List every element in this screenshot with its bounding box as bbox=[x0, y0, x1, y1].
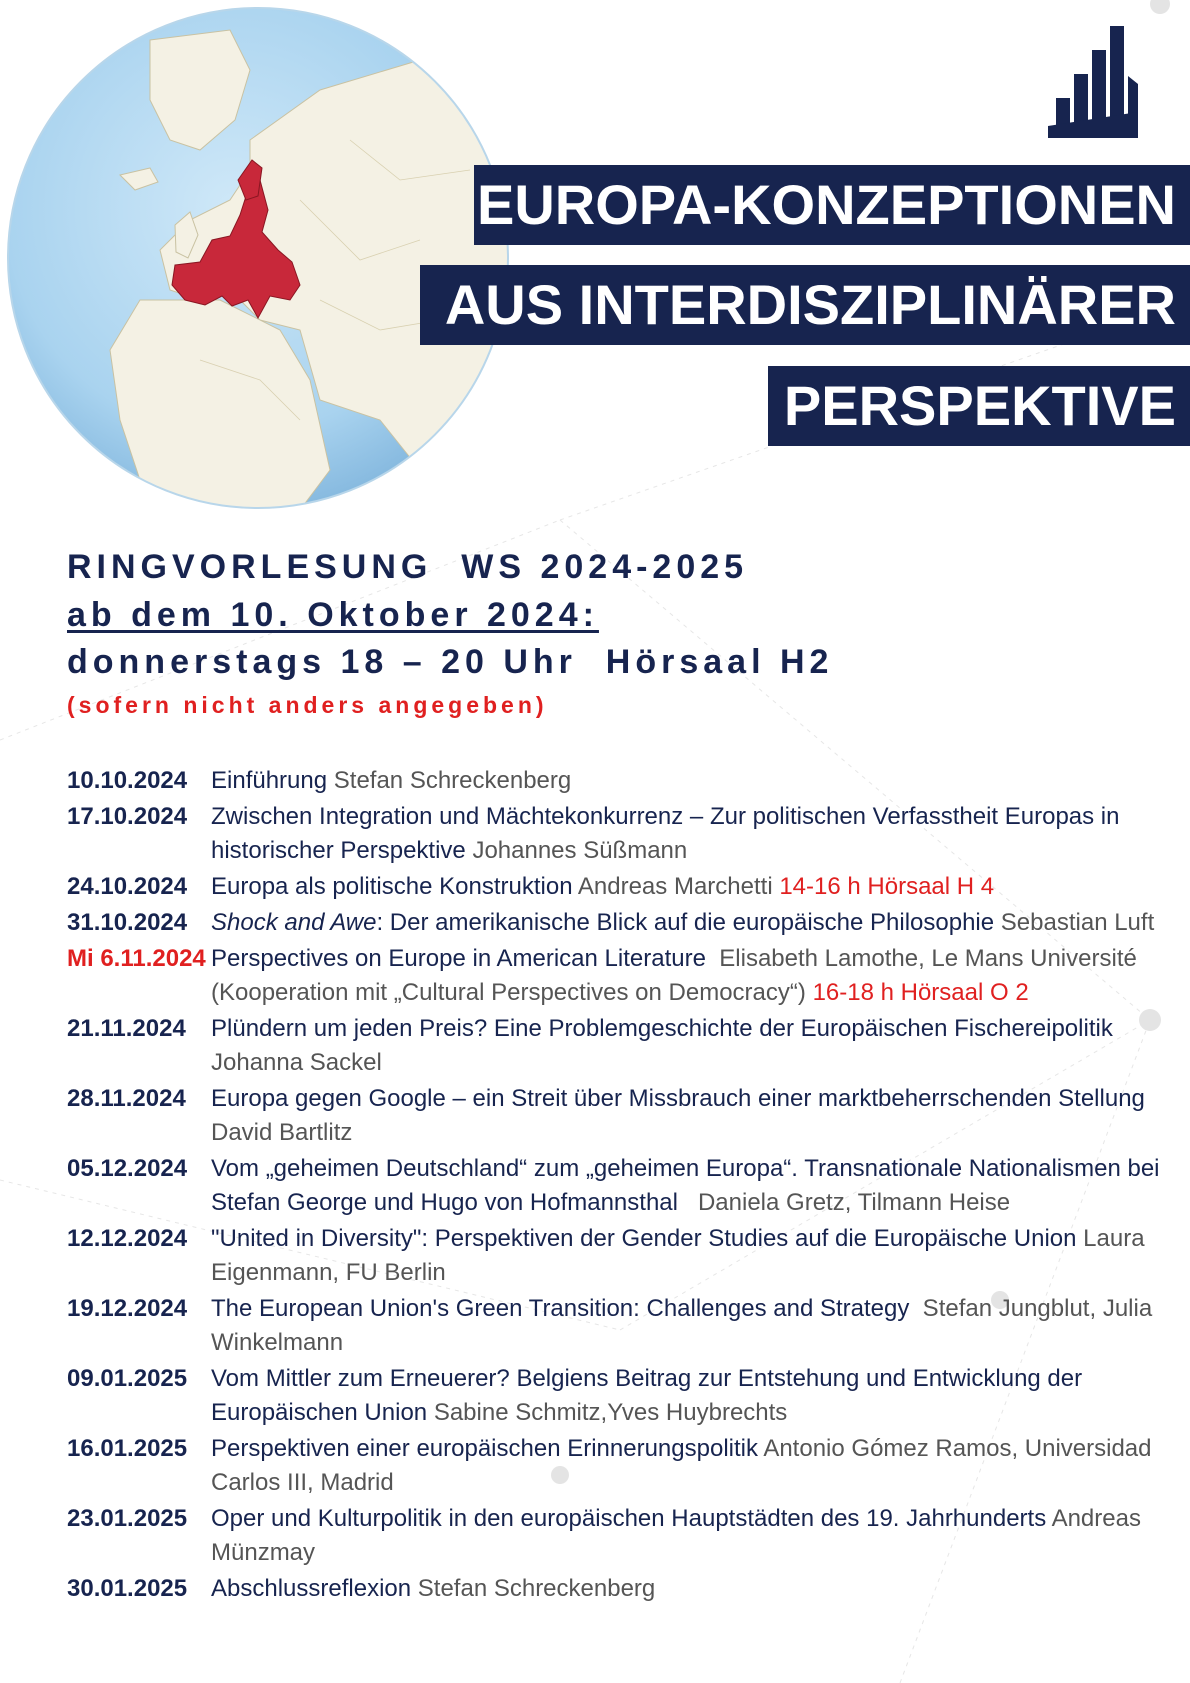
schedule-date: 09.01.2025 bbox=[67, 1365, 188, 1392]
schedule-row bbox=[67, 764, 1177, 798]
title-line-1: EUROPA-KONZEPTIONEN bbox=[477, 173, 1176, 236]
schedule-date: Mi 6.11.2024 bbox=[67, 945, 206, 972]
schedule-row bbox=[67, 1292, 1177, 1360]
schedule-entry bbox=[211, 764, 1177, 798]
schedule-speaker: Daniela Gretz, Tilmann Heise bbox=[684, 1189, 1011, 1216]
schedule-row bbox=[67, 1572, 1177, 1606]
schedule-title: Vom „geheimen Deutschland“ zum „geheimen Europa“. Transnationale Nationalismen bei Stefan George und Hugo von Hofmannsthal bbox=[211, 1155, 1160, 1216]
title-bar-3 bbox=[768, 366, 1190, 446]
schedule-date: 19.12.2024 bbox=[67, 1295, 188, 1322]
schedule-title: Plündern um jeden Preis? Eine Problemgeschichte der Europäischen Fischereipolitik bbox=[211, 1015, 1113, 1042]
schedule-row bbox=[67, 1432, 1177, 1500]
schedule-date: 24.10.2024 bbox=[67, 873, 188, 900]
title-line-3: PERSPEKTIVE bbox=[783, 374, 1176, 437]
schedule-date: 05.12.2024 bbox=[67, 1155, 188, 1182]
schedule-title: "United in Diversity": Perspektiven der Gender Studies auf die Europäische Union bbox=[211, 1225, 1077, 1252]
schedule-room: 16-18 h Hörsaal O 2 bbox=[812, 979, 1029, 1006]
schedule-speaker: Antonio Gómez Ramos, Universidad Carlos III, Madrid bbox=[211, 1435, 1159, 1496]
schedule-entry bbox=[211, 1152, 1177, 1220]
schedule-entry bbox=[211, 1082, 1177, 1150]
schedule-title: Europa als politische Konstruktion bbox=[211, 873, 573, 900]
schedule-date: 28.11.2024 bbox=[67, 1085, 186, 1112]
schedule-title: Europa gegen Google – ein Streit über Missbrauch einer marktbeherrschenden Stellung bbox=[211, 1085, 1145, 1112]
lecture-series-heading: RINGVORLESUNG WS 2024-2025 bbox=[67, 548, 749, 586]
time-location-line: donnerstags 18 – 20 Uhr Hörsaal H2 bbox=[67, 643, 834, 681]
schedule-date: 30.01.2025 bbox=[67, 1575, 188, 1602]
schedule-entry bbox=[211, 870, 1177, 904]
schedule-entry bbox=[211, 1572, 1177, 1606]
schedule-speaker: Andreas Marchetti bbox=[577, 873, 773, 900]
schedule-date: 21.11.2024 bbox=[67, 1015, 186, 1042]
schedule-title: : Der amerikanische Blick auf die europäische Philosophie bbox=[376, 909, 995, 936]
schedule-row bbox=[67, 1222, 1177, 1290]
schedule-title: Perspectives on Europe in American Literature bbox=[211, 945, 706, 972]
schedule-row bbox=[67, 1082, 1177, 1150]
schedule-row bbox=[67, 800, 1177, 868]
university-logo-icon bbox=[1048, 26, 1138, 138]
schedule-title: Abschlussreflexion bbox=[211, 1575, 412, 1602]
schedule-date: 31.10.2024 bbox=[67, 909, 188, 936]
schedule-date: 23.01.2025 bbox=[67, 1505, 188, 1532]
title-bar-1 bbox=[474, 165, 1190, 245]
schedule-list bbox=[67, 764, 1177, 1608]
schedule-row bbox=[67, 906, 1177, 940]
schedule-speaker: Andreas Münzmay bbox=[211, 1505, 1148, 1566]
schedule-speaker: Johanna Sackel bbox=[211, 1049, 382, 1076]
schedule-speaker: Laura Eigenmann, FU Berlin bbox=[211, 1225, 1152, 1286]
schedule-title: Oper und Kulturpolitik in den europäischen Hauptstädten des 19. Jahrhunderts bbox=[211, 1505, 1047, 1532]
schedule-entry bbox=[211, 1432, 1177, 1500]
schedule-row bbox=[67, 1012, 1177, 1080]
schedule-date: 12.12.2024 bbox=[67, 1225, 188, 1252]
title-bar-2 bbox=[420, 265, 1190, 345]
schedule-row bbox=[67, 1502, 1177, 1570]
title-line-2: AUS INTERDISZIPLINÄRER bbox=[444, 273, 1176, 336]
schedule-date: 10.10.2024 bbox=[67, 767, 188, 794]
globe-map-icon bbox=[0, 0, 510, 510]
schedule-entry bbox=[211, 1222, 1177, 1290]
schedule-entry bbox=[211, 1292, 1177, 1360]
schedule-date: 16.01.2025 bbox=[67, 1435, 188, 1462]
schedule-entry bbox=[211, 800, 1177, 868]
schedule-speaker: Sebastian Luft bbox=[1000, 909, 1155, 936]
schedule-title: Zwischen Integration und Mächtekonkurrenz – Zur politischen Verfasstheit Europas in historischer Perspektive bbox=[211, 803, 1120, 864]
schedule-title: Vom Mittler zum Erneuerer? Belgiens Beitrag zur Entstehung und Entwicklung der Europäischen Union bbox=[211, 1365, 1083, 1426]
schedule-speaker: David Bartlitz bbox=[211, 1119, 353, 1146]
schedule-entry bbox=[211, 906, 1177, 940]
schedule-speaker: Stefan Jungblut, Julia Winkelmann bbox=[211, 1295, 1159, 1356]
schedule-entry bbox=[211, 942, 1177, 1010]
note-line: (sofern nicht anders angegeben) bbox=[67, 692, 548, 718]
schedule-title: The European Union's Green Transition: Challenges and Strategy bbox=[211, 1295, 910, 1322]
schedule-title: Perspektiven einer europäischen Erinnerungspolitik bbox=[211, 1435, 758, 1462]
schedule-entry bbox=[211, 1012, 1177, 1080]
schedule-speaker: Elisabeth Lamothe, Le Mans Université (Kooperation mit „Cultural Perspectives on Democracy“) bbox=[211, 945, 1144, 1006]
start-date-line: ab dem 10. Oktober 2024: bbox=[67, 596, 599, 634]
schedule-speaker: Stefan Schreckenberg bbox=[417, 1575, 656, 1602]
schedule-row bbox=[67, 1362, 1177, 1430]
schedule-entry bbox=[211, 1362, 1177, 1430]
schedule-row bbox=[67, 942, 1177, 1010]
schedule-title-italic: Shock and Awe bbox=[211, 909, 377, 936]
schedule-row bbox=[67, 1152, 1177, 1220]
schedule-row bbox=[67, 870, 1177, 904]
schedule-room: 14-16 h Hörsaal H 4 bbox=[779, 873, 995, 900]
schedule-date: 17.10.2024 bbox=[67, 803, 188, 830]
schedule-speaker: Johannes Süßmann bbox=[472, 837, 688, 864]
schedule-title: Einführung bbox=[211, 767, 328, 794]
schedule-speaker: Stefan Schreckenberg bbox=[333, 767, 572, 794]
schedule-entry bbox=[211, 1502, 1177, 1570]
schedule-speaker: Sabine Schmitz,Yves Huybrechts bbox=[433, 1399, 788, 1426]
